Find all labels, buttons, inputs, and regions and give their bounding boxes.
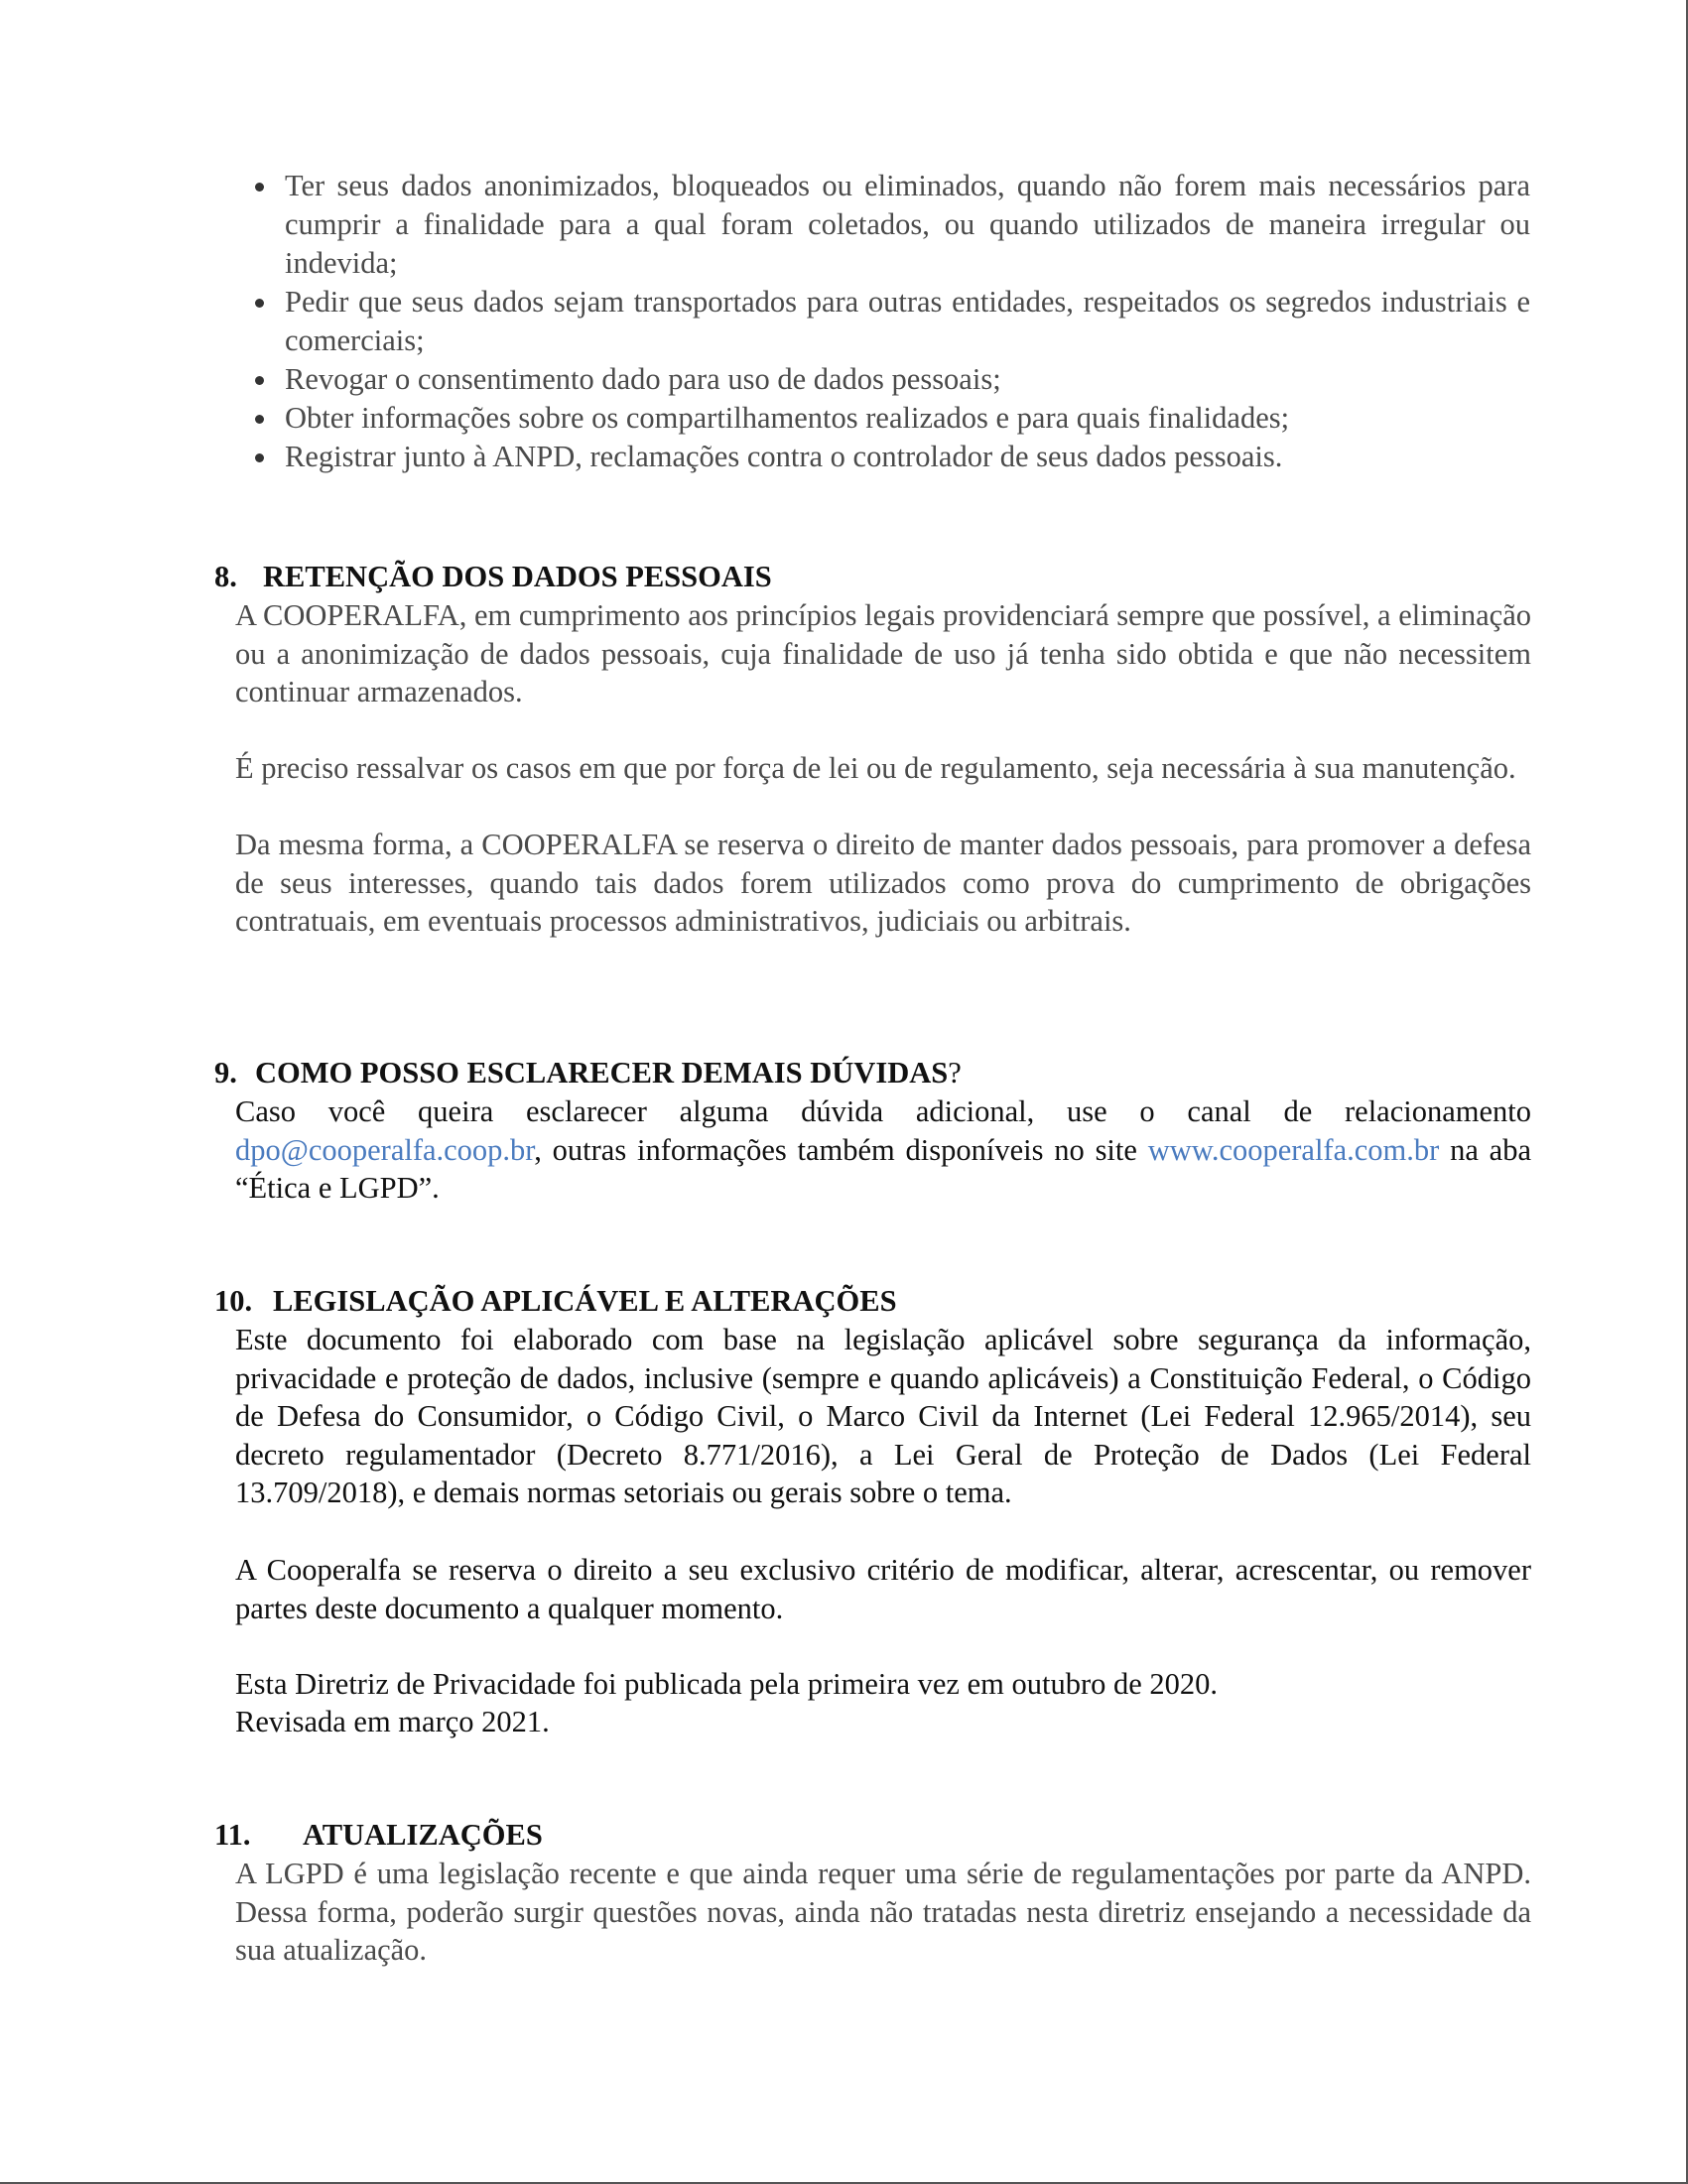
list-item-text: Revogar o consentimento dado para uso de dados pessoais;: [285, 362, 1001, 396]
section-title: RETENÇÃO DOS DADOS PESSOAIS: [263, 560, 772, 593]
section-8-paragraph-2: É preciso ressalvar os casos em que por força de lei ou de regulamento, seja necessária à sua manutenção.: [235, 751, 1516, 785]
list-item: [285, 360, 1530, 399]
section-10-paragraph-2: A Cooperalfa se reserva o direito a seu exclusivo critério de modificar, alterar, acrescentar, ou remover partes deste documento a qualquer momento.: [235, 1553, 1531, 1625]
section-10-heading: [214, 1282, 897, 1321]
section-number: 8.: [214, 560, 237, 593]
section-title-qmark: ?: [948, 1056, 962, 1090]
section-8-paragraph-1: A COOPERALFA, em cumprimento aos princípios legais providenciará sempre que possível, a eliminação ou a anonimização de dados pessoais, cuja finalidade de uso já tenha sido obtida e que não necessitem continuar armazenados.: [235, 598, 1531, 708]
bullet-icon: [255, 415, 264, 424]
section-8-paragraph-3: Da mesma forma, a COOPERALFA se reserva o direito de manter dados pessoais, para promover a defesa de seus interesses, quando tais dados forem utilizados como prova do cumprimento de obrigações contratuais, em eventuais processos administrativos, judiciais ou arbitrais.: [235, 828, 1531, 938]
rights-bullet-list: [285, 167, 1530, 476]
list-item: [285, 438, 1530, 476]
email-link[interactable]: dpo@cooperalfa.coop.br: [235, 1132, 535, 1167]
list-item: [285, 283, 1530, 360]
section-number: 11.: [214, 1818, 251, 1852]
list-item-text: Ter seus dados anonimizados, bloqueados ou eliminados, quando não forem mais necessários para cumprir a finalidade para a qual foram coletados, ou quando utilizados de maneira irregular ou indevida;: [285, 169, 1530, 280]
list-item-text: Obter informações sobre os compartilhamentos realizados e para quais finalidades;: [285, 401, 1290, 435]
list-item-text: Pedir que seus dados sejam transportados para outras entidades, respeitados os segredos industriais e comerciais;: [285, 285, 1530, 357]
section-9-heading: [214, 1054, 962, 1092]
section-11-heading: [214, 1816, 543, 1855]
section-number: 9.: [214, 1056, 237, 1090]
section-10-paragraph-4: Revisada em março 2021.: [235, 1705, 550, 1738]
bullet-icon: [255, 376, 264, 385]
section-9-paragraph: [235, 1092, 1531, 1208]
section-title: LEGISLAÇÃO APLICÁVEL E ALTERAÇÕES: [273, 1284, 897, 1318]
bullet-icon: [255, 453, 264, 462]
site-link[interactable]: www.cooperalfa.com.br: [1147, 1132, 1440, 1167]
section-title: COMO POSSO ESCLARECER DEMAIS DÚVIDAS: [255, 1056, 949, 1090]
section-title: ATUALIZAÇÕES: [303, 1818, 543, 1852]
section-9-text-c: na aba “Ética e LGPD”.: [235, 1132, 1531, 1205]
section-number: 10.: [214, 1284, 253, 1318]
bullet-icon: [255, 299, 264, 308]
section-9-text-a: Caso você queira esclarecer alguma dúvida adicional, use o canal de relacionamento: [235, 1094, 1531, 1128]
section-9-text-b: , outras informações também disponíveis no site: [534, 1132, 1148, 1167]
list-item-text: Registrar junto à ANPD, reclamações contra o controlador de seus dados pessoais.: [285, 440, 1283, 473]
section-11-paragraph: A LGPD é uma legislação recente e que ainda requer uma série de regulamentações por parte da ANPD. Dessa forma, poderão surgir questões novas, ainda não tratadas nesta diretriz ensejando a necessidade da sua atualização.: [235, 1857, 1531, 1967]
section-10-paragraph-1: Este documento foi elaborado com base na legislação aplicável sobre segurança da informação, privacidade e proteção de dados, inclusive (sempre e quando aplicáveis) a Constituição Federal, o Código de Defesa do Consumidor, o Código Civil, o Marco Civil da Internet (Lei Federal 12.965/2014), seu decreto regulamentador (Decreto 8.771/2016), a Lei Geral de Proteção de Dados (Lei Federal 13.709/2018), e demais normas setoriais ou gerais sobre o tema.: [235, 1323, 1531, 1509]
list-item: [285, 399, 1530, 438]
list-item: [285, 167, 1530, 283]
section-8-heading: [214, 558, 772, 596]
bullet-icon: [255, 183, 264, 192]
section-10-paragraph-3: Esta Diretriz de Privacidade foi publicada pela primeira vez em outubro de 2020.: [235, 1667, 1219, 1701]
